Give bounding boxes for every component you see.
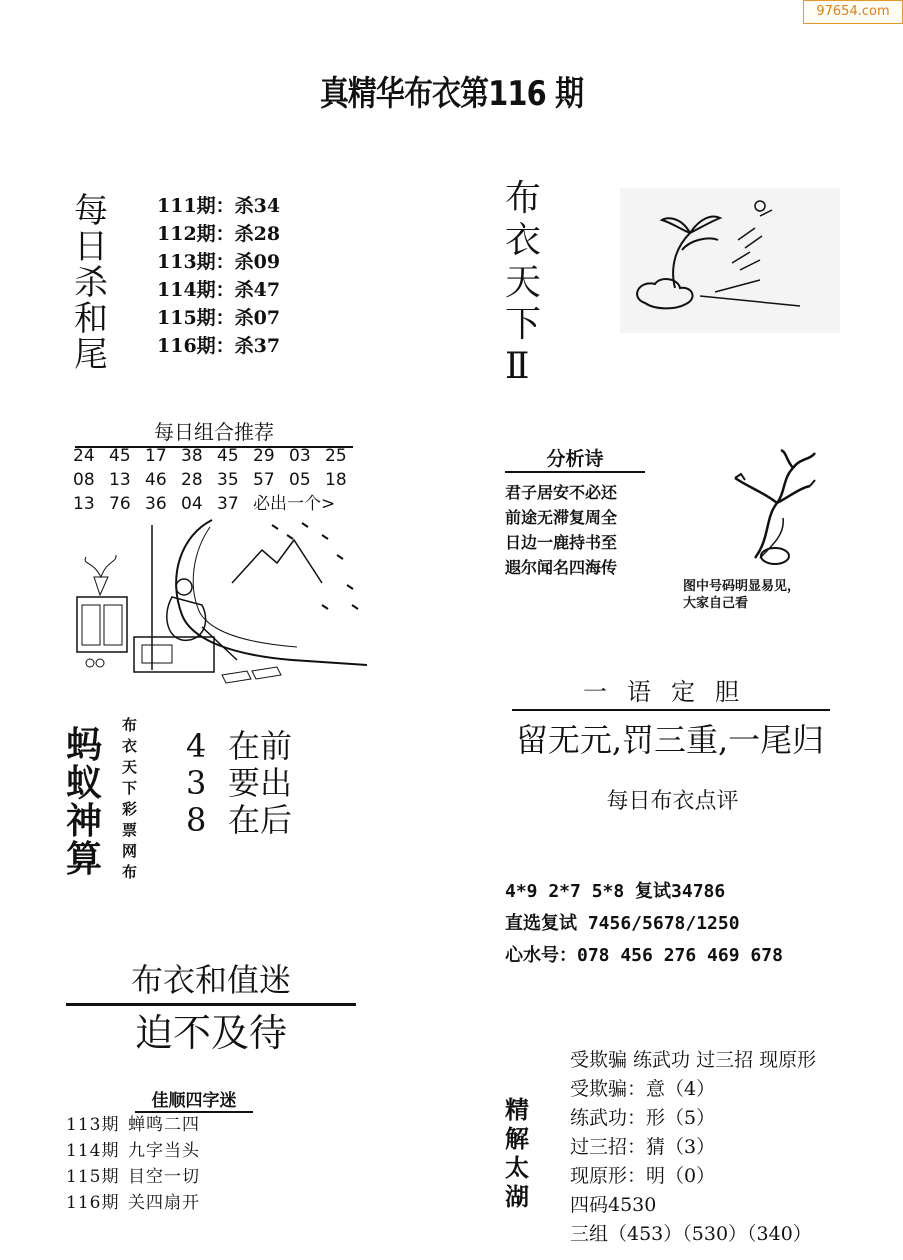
four-char-item: 114期 九字当头 (66, 1141, 200, 1161)
ant-item: 4 在前 (186, 727, 293, 765)
jingjie-list (570, 1046, 816, 1249)
jingjie-line: 三组（453）（530）（340） (570, 1223, 812, 1245)
ant-list (186, 728, 292, 839)
jingjie-line: 现原形：明（0） (570, 1165, 716, 1187)
yiyu-title: 一语定胆 (512, 672, 830, 711)
kill-item: 116期：杀37 (157, 335, 281, 357)
poem-line: 君子居安不必还 (505, 483, 618, 502)
poem-title: 分析诗 (505, 444, 645, 473)
review-line: 4*9 2*7 5*8 复试34786 (505, 881, 726, 902)
ant-side-text: 布 衣 天 下 彩 票 网 布 (122, 716, 138, 881)
site-watermark: 97654.com (803, 0, 903, 24)
poem-line: 日边一鹿持书至 (505, 533, 618, 552)
picture-caption: 图中号码明显易见， 大家自己看 (683, 579, 801, 611)
jingjie-line: 受欺骗：意（4） (570, 1078, 716, 1100)
poem-line: 遐尔闻名四海传 (505, 558, 618, 577)
poem-line: 前途无滞复周全 (505, 508, 618, 527)
kill-item: 115期：杀07 (157, 307, 281, 329)
combo-row: 08 13 46 28 35 57 05 18 (73, 470, 347, 490)
four-char-item: 115期 目空一切 (66, 1167, 200, 1187)
combo-title: 每日组合推荐 (75, 416, 353, 448)
daily-review-numbers (505, 876, 783, 972)
four-char-title: 佳顺四字迷 (135, 1086, 253, 1113)
ant-item: 8 在后 (186, 801, 293, 839)
tree-rock-sketch-image (715, 448, 835, 568)
jingjie-line: 过三招：猜（3） (570, 1136, 716, 1158)
ant-vertical-title: 蚂 蚁 神 算 (66, 724, 103, 880)
kill-item: 111期：杀34 (157, 195, 281, 217)
jingjie-line: 四码4530 (570, 1194, 657, 1216)
combo-row: 24 45 17 38 45 29 03 25 (73, 446, 347, 466)
jingjie-vertical-title: 精 解 太 湖 (505, 1095, 529, 1211)
ant-item: 3 要出 (186, 764, 293, 802)
yiyu-text: 留无元,罚三重,一尾归 (515, 721, 825, 759)
four-char-item: 116期 关四扇开 (66, 1193, 200, 1213)
scholar-study-illustration (72, 515, 367, 695)
jingjie-line: 练武功：形（5） (570, 1107, 716, 1129)
tree-stone-sketch-image (620, 188, 840, 333)
kill-item: 112期：杀28 (157, 223, 281, 245)
kill-item: 113期：杀09 (157, 251, 281, 273)
review-line: 直选复试 7456/5678/1250 (505, 913, 740, 934)
riddle-title: 布衣和值迷 (66, 955, 356, 1006)
daily-kill-vertical-title: 每 日 杀 和 尾 (74, 191, 108, 375)
analysis-poem (505, 480, 617, 580)
buyi-tianxia-vertical-title: 布 衣 天 下 Ⅱ (505, 178, 542, 387)
daily-review-title: 每日布衣点评 (606, 789, 739, 814)
riddle-answer: 迫不及待 (134, 1011, 287, 1055)
jingjie-line: 受欺骗 练武功 过三招 现原形 (570, 1049, 817, 1071)
page-title: 真精华布衣第116 期 (319, 74, 584, 114)
kill-item: 114期：杀47 (157, 279, 281, 301)
combo-row: 13 76 36 04 37 必出一个> (73, 494, 336, 514)
combo-grid (73, 444, 363, 516)
combo-tail: 必出一个> (253, 494, 336, 514)
four-char-item: 113期 蝉鸣二四 (66, 1115, 200, 1135)
daily-kill-list (157, 192, 280, 360)
review-line: 心水号：078 456 276 469 678 (505, 945, 783, 966)
four-char-list (66, 1112, 200, 1216)
